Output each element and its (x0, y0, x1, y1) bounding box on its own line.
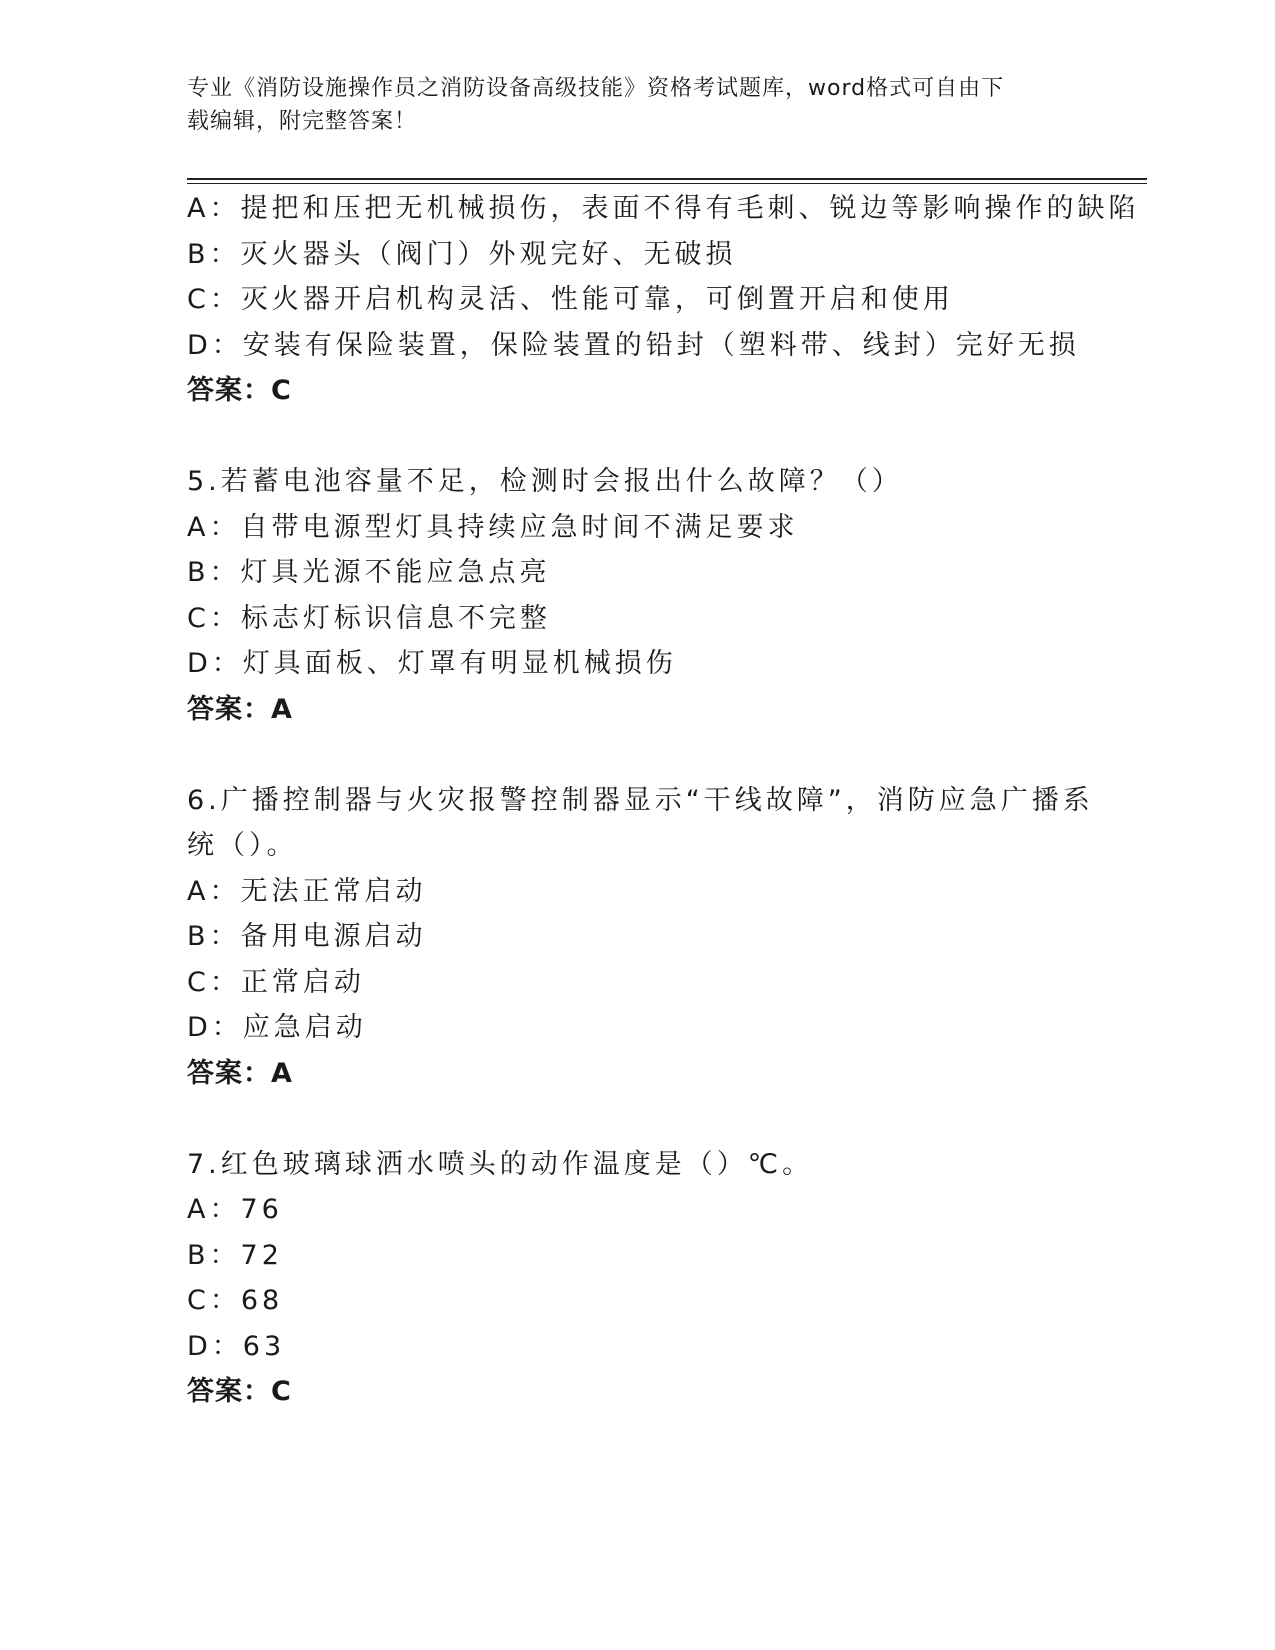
question-text: 5.若蓄电池容量不足，检测时会报出什么故障？（） (187, 466, 903, 497)
question-text-continued: 统（）。 (187, 830, 298, 861)
option-c: C：标志灯标识信息不完整 (187, 602, 551, 634)
question-text: 7.红色玻璃球洒水喷头的动作温度是（）℃。 (187, 1148, 814, 1180)
option-a: A：自带电源型灯具持续应急时间不满足要求 (187, 511, 799, 543)
document-header (187, 72, 1087, 138)
answer: 答案：C (187, 375, 292, 406)
option-c: C：68 (187, 1285, 284, 1316)
question-list (187, 186, 1147, 1415)
option-b: B：灯具光源不能应急点亮 (187, 557, 551, 588)
header-divider-thick (187, 178, 1147, 180)
spacer (187, 1096, 1147, 1142)
option-b: B：灭火器头（阀门）外观完好、无破损 (187, 238, 737, 270)
option-d: D：应急启动 (187, 1012, 367, 1043)
answer: 答案：A (187, 1057, 293, 1089)
option-a: A：提把和压把无机械损伤，表面不得有毛刺、锐边等影响操作的缺陷 (187, 193, 1140, 224)
option-b: B：72 (187, 1239, 283, 1271)
question-text: 6.广播控制器与火灾报警控制器显示“干线故障”，消防应急广播系 (187, 784, 1094, 816)
header-line-1: 专业《消防设施操作员之消防设备高级技能》资格考试题库，word格式可自由下 (187, 76, 1005, 101)
option-d: D：灯具面板、灯罩有明显机械损伤 (187, 648, 677, 679)
spacer (187, 414, 1147, 460)
option-d: D：安装有保险装置，保险装置的铅封（塑料带、线封）完好无损 (187, 329, 1080, 361)
answer: 答案：A (187, 693, 293, 725)
option-c: C：灭火器开启机构灵活、性能可靠，可倒置开启和使用 (187, 284, 954, 315)
header-divider-thin (187, 183, 1147, 184)
option-b: B：备用电源启动 (187, 921, 427, 952)
answer: 答案：C (187, 1376, 292, 1407)
question-7 (187, 1142, 1147, 1415)
question-6 (187, 778, 1147, 1097)
question-5 (187, 459, 1147, 732)
option-a: A：无法正常启动 (187, 875, 427, 907)
option-c: C：正常启动 (187, 966, 365, 998)
option-a: A：76 (187, 1194, 283, 1225)
spacer (187, 732, 1147, 778)
question-4 (187, 186, 1147, 414)
header-line-2: 载编辑，附完整答案！ (187, 109, 418, 134)
option-d: D：63 (187, 1330, 286, 1362)
